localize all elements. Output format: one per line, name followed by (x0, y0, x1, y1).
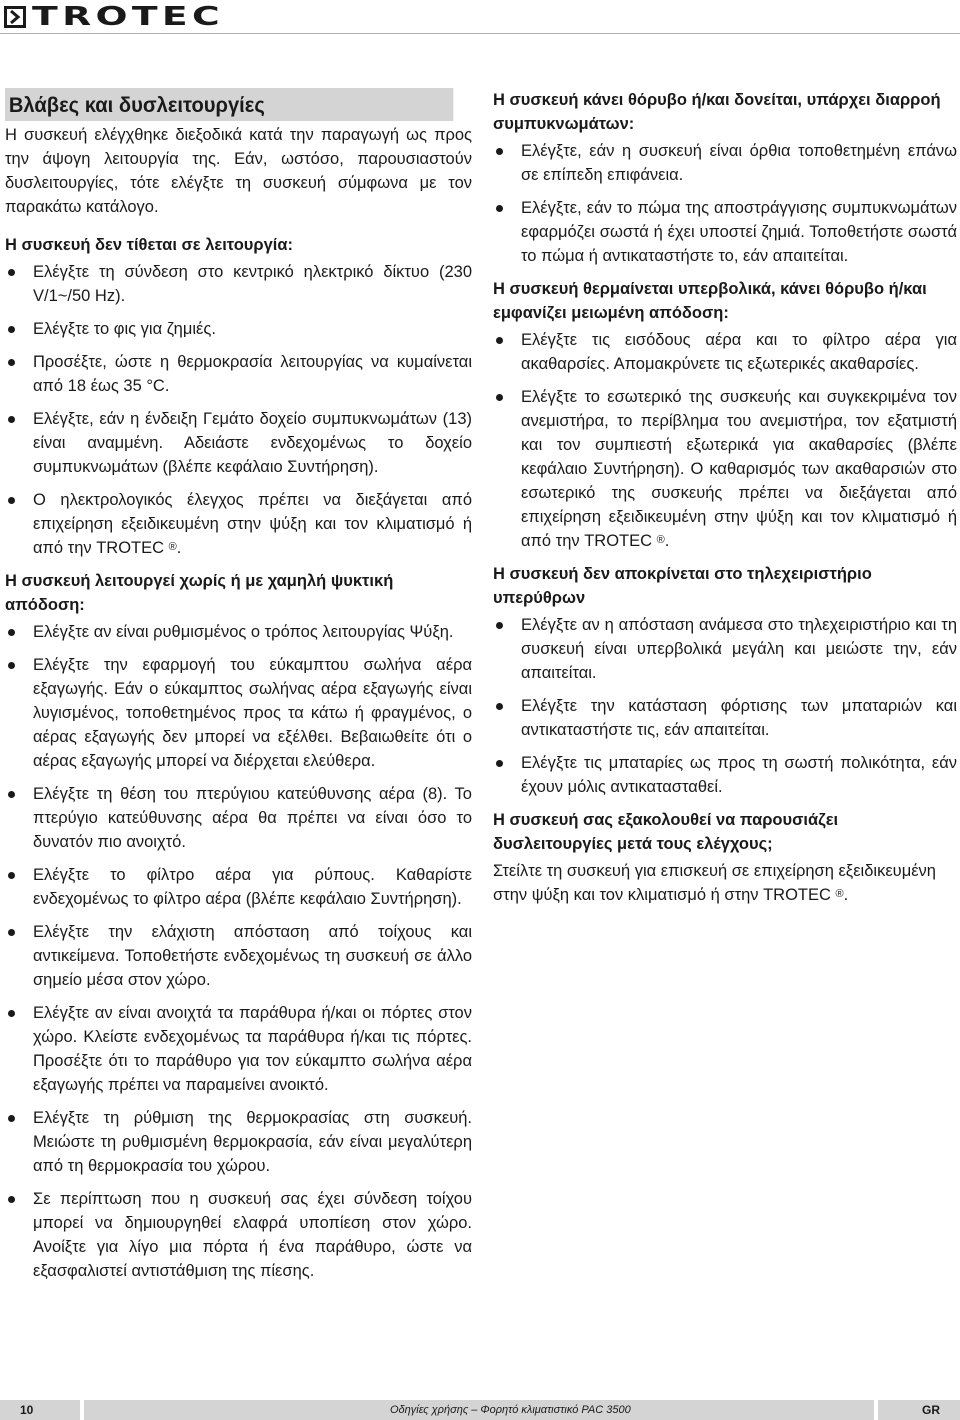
list-item: Ελέγξτε, εάν η ένδειξη Γεμάτο δοχείο συμπυκνωμάτων (13) είναι αναμμένη. Αδειάστε ενδεχομένως το δοχείο συμπυκνωμάτων (βλέπε κεφάλαιο Συντήρηση). (5, 407, 472, 479)
list-item (493, 385, 957, 553)
registered-mark: ® (168, 541, 177, 553)
list-item: Ελέγξτε αν είναι ρυθμισμένος ο τρόπος λειτουργίας Ψύξη. (5, 620, 472, 644)
footer-bar-right (878, 1400, 960, 1420)
section-title: Βλάβες και δυσλειτουργίες (5, 88, 453, 121)
trotec-logo (4, 2, 225, 32)
sentence-period: . (843, 886, 849, 904)
list-item: Ελέγξτε το φις για ζημιές. (5, 317, 472, 341)
list-item: Σε περίπτωση που η συσκευή σας έχει σύνδεση τοίχου μπορεί να δημιουργηθεί ελαφρά υποπίεση στον χώρο. Ανοίξτε για λίγο μια πόρτα ή ένα παράθυρο, ώστε να εξασφαλιστεί αντιστάθμιση της πίεσης. (5, 1187, 472, 1283)
sentence-period: . (176, 539, 182, 557)
list-item: Ελέγξτε τις μπαταρίες ως προς τη σωστή πολικότητα, εάν έχουν μόλις αντικατασταθεί. (493, 751, 957, 799)
list-item: Ελέγξτε, εάν το πώμα της αποστράγγισης συμπυκνωμάτων εφαρμόζει σωστά ή έχει υποστεί ζημιά. Τοποθετήστε σωστά το πώμα ή αντικαταστήστε το, εάν απαιτείται. (493, 196, 957, 268)
no-start-heading: Η συσκευή δεν τίθεται σε λειτουργία: (5, 236, 293, 254)
list-item: Ελέγξτε, εάν η συσκευή είναι όρθια τοποθετημένη επάνω σε επίπεδη επιφάνεια. (493, 139, 957, 187)
intro-paragraph: Η συσκευή ελέγχθηκε διεξοδικά κατά την παραγωγή ως προς την άψογη λειτουργία της. Εάν, ωστόσο, παρουσιαστούν δυσλειτουργίες, τότε ελέγξτε τη συσκευή σύμφωνα με τον παρακάτω κατάλογο. (5, 126, 472, 216)
logo-text: TROTEC (32, 2, 225, 32)
list-item: Ελέγξτε τη σύνδεση στο κεντρικό ηλεκτρικό δίκτυο (230 V/1~/50 Hz). (5, 260, 472, 308)
overheat-list (493, 328, 957, 553)
registered-mark: ® (656, 534, 665, 546)
noise-list (493, 139, 957, 268)
registered-mark: ® (835, 888, 844, 900)
list-item: Προσέξτε, ώστε η θερμοκρασία λειτουργίας να κυμαίνεται από 18 έως 35 °C. (5, 350, 472, 398)
overheat-heading: Η συσκευή θερμαίνεται υπερβολικά, κάνει θόρυβο ή/και εμφανίζει μειωμένη απόδοση: (493, 280, 927, 322)
list-item-text: Ελέγξτε το εσωτερικό της συσκευής και συγκεκριμένα τον ανεμιστήρα, το περίβλημα του ανεμιστήρα, τον εξατμιστή και τον συμπιεστή εξωτερικά για ακαθαρσίες (βλέπε κεφάλαιο Συντήρηση). Ο καθαρισμός των ακαθαρσιών στο εσωτερικό της συσκευής πρέπει να διεξάγεται από επιχείρηση εξειδικευμένη στην ψύξη και τον κλιματισμό ή από την TROTEC (521, 388, 957, 550)
still-faulty-heading: Η συσκευή σας εξακολουθεί να παρουσιάζει δυσλειτουργίες μετά τους ελέγχους; (493, 811, 839, 853)
logo-chevron-icon (4, 6, 26, 28)
sentence-period: . (664, 532, 670, 550)
list-item-text: Ο ηλεκτρολογικός έλεγχος πρέπει να διεξάγεται από επιχείρηση εξειδικευμένη στην ψύξη και τον κλιματισμό ή από την TROTEC (33, 491, 472, 557)
list-item: Ελέγξτε τη ρύθμιση της θερμοκρασίας στη συσκευή. Μειώστε τη ρυθμισμένη θερμοκρασία, εάν είναι μεγαλύτερη από τη θερμοκρασία του χώρου. (5, 1106, 472, 1178)
list-item (5, 488, 472, 560)
page-footer (0, 1400, 960, 1420)
remote-list (493, 613, 957, 799)
list-item: Ελέγξτε τη θέση του πτερύγιου κατεύθυνσης αέρα (8). Το πτερύγιο κατεύθυνσης αέρα θα πρέπει να είναι όσο το δυνατόν πιο ανοιχτό. (5, 782, 472, 854)
noise-heading: Η συσκευή κάνει θόρυβο ή/και δονείται, υπάρχει διαρροή συμπυκνωμάτων: (493, 91, 941, 133)
language-code: GR (922, 1403, 940, 1417)
low-cooling-heading: Η συσκευή λειτουργεί χωρίς ή με χαμηλή ψυκτική απόδοση: (5, 572, 394, 614)
list-item: Ελέγξτε αν είναι ανοιχτά τα παράθυρα ή/και οι πόρτες στον χώρο. Κλείστε ενδεχομένως τα παράθυρα ή/και τις πόρτες. Προσέξτε ότι το παράθυρο για τον εύκαμπτο σωλήνα αέρα εξαγωγής πρέπει να παραμείνει ανοικτό. (5, 1001, 472, 1097)
remote-heading: Η συσκευή δεν αποκρίνεται στο τηλεχειριστήριο υπερύθρων (493, 565, 872, 607)
right-column (493, 88, 957, 907)
low-cooling-list (5, 620, 472, 1283)
page-number: 10 (20, 1403, 34, 1417)
list-item: Ελέγξτε την ελάχιστη απόσταση από τοίχους και αντικείμενα. Τοποθετήστε ενδεχομένως τη συσκευή σε άλλο σημείο μέσα στον χώρο. (5, 920, 472, 992)
list-item: Ελέγξτε την εφαρμογή του εύκαμπτου σωλήνα αέρα εξαγωγής. Εάν ο εύκαμπτος σωλήνας αέρα εξαγωγής είναι λυγισμένος, τοποθετημένος προς τα κάτω ή φραγμένος, ο αέρας εξαγωγής δεν μπορεί να εξέλθει. Βεβαιωθείτε ότι ο αέρας εξαγωγής μπορεί να διέρχεται ελεύθερα. (5, 653, 472, 773)
page-header (0, 0, 960, 34)
list-item: Ελέγξτε την κατάσταση φόρτισης των μπαταριών και αντικαταστήστε τις, εάν απαιτείται. (493, 694, 957, 742)
document-title: Οδηγίες χρήσης – Φορητό κλιματιστικό PAC 3500 (390, 1404, 631, 1416)
no-start-list (5, 260, 472, 560)
paragraph-text: Στείλτε τη συσκευή για επισκευή σε επιχείρηση εξειδικευμένη στην ψύξη και τον κλιματισμό ή στην TROTEC (493, 862, 936, 904)
header-divider (0, 33, 960, 34)
list-item: Ελέγξτε το φίλτρο αέρα για ρύπους. Καθαρίστε ενδεχομένως το φίλτρο αέρα (βλέπε κεφάλαιο Συντήρηση). (5, 863, 472, 911)
footer-bar-left (0, 1400, 80, 1420)
still-faulty-paragraph (493, 859, 957, 907)
list-item: Ελέγξτε τις εισόδους αέρα και το φίλτρο αέρα για ακαθαρσίες. Απομακρύνετε τις εξωτερικές ακαθαρσίες. (493, 328, 957, 376)
list-item: Ελέγξτε αν η απόσταση ανάμεσα στο τηλεχειριστήριο και τη συσκευή είναι υπερβολικά μεγάλη και μειώστε την, εάν απαιτείται. (493, 613, 957, 685)
left-column (5, 88, 472, 1292)
